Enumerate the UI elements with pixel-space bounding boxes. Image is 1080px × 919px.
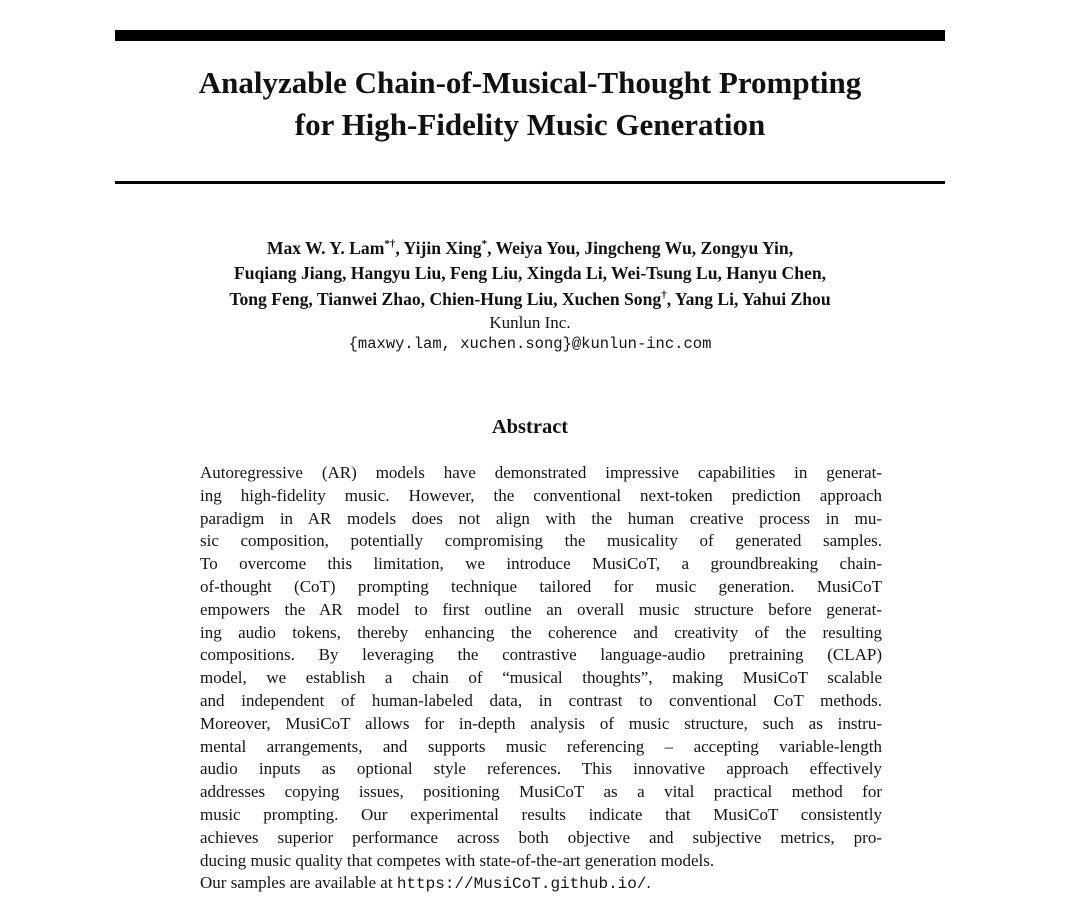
abstract-line: To overcome this limitation, we introduce MusiCoT, a groundbreaking chain-: [200, 554, 882, 574]
paper-title: [115, 62, 945, 146]
abstract-line: ing high-fidelity music. However, the conventional next-token prediction approach: [200, 485, 882, 505]
abstract-line: Our samples are available at https://MusiCoT.github.io/.: [200, 873, 651, 894]
abstract-line: of-thought (CoT) prompting technique tailored for music generation. MusiCoT: [200, 576, 882, 596]
abstract-line: achieves superior performance across both objective and subjective metrics, pro-: [200, 827, 882, 847]
abstract-heading: Abstract: [491, 416, 569, 438]
footnote-marker: *: [481, 238, 488, 251]
author-line: Max W. Y. Lam*†, Yijin Xing*, Weiya You, Jingcheng Wu, Zongyu Yin,: [266, 238, 794, 258]
abstract-line: Moreover, MusiCoT allows for in-depth analysis of music structure, such as instru-: [200, 713, 882, 733]
top-rule: [115, 30, 945, 41]
abstract-line: empowers the AR model to first outline an overall music structure before generat-: [200, 599, 882, 619]
abstract-line: compositions. By leveraging the contrastive language-audio pretraining (CLAP): [200, 645, 882, 665]
abstract-line: ducing music quality that competes with state-of-the-art generation models.: [200, 850, 715, 870]
abstract-line: paradigm in AR models does not align with the human creative process in mu-: [200, 508, 882, 528]
author-emails: {maxwy.lam, xuchen.song}@kunlun-inc.com: [348, 335, 712, 353]
abstract-body: [200, 462, 882, 896]
abstract-line: sic composition, potentially compromising the musicality of generated samples.: [200, 531, 882, 551]
abstract-line: ing audio tokens, thereby enhancing the coherence and creativity of the resulting: [200, 622, 882, 642]
title-separator-rule: [115, 181, 945, 184]
samples-url-link[interactable]: https://MusiCoT.github.io/: [396, 875, 647, 894]
abstract-line: music prompting. Our experimental results indicate that MusiCoT consistently: [200, 804, 882, 824]
abstract-line: model, we establish a chain of “musical thoughts”, making MusiCoT scalable: [200, 668, 882, 688]
affiliation: Kunlun Inc.: [489, 313, 571, 332]
abstract-line: addresses copying issues, positioning MusiCoT as a vital practical method for: [200, 782, 882, 802]
abstract-line: mental arrangements, and supports music referencing – accepting variable-length: [200, 736, 882, 756]
abstract-line: Autoregressive (AR) models have demonstrated impressive capabilities in generat-: [200, 463, 882, 482]
author-line: Fuqiang Jiang, Hangyu Liu, Feng Liu, Xingda Li, Wei-Tsung Lu, Hanyu Chen,: [233, 263, 827, 284]
footnote-marker: †: [661, 288, 667, 301]
author-block: [115, 236, 945, 312]
footnote-marker: *†: [384, 238, 396, 251]
paper-title-line-2: for High-Fidelity Music Generation: [294, 107, 766, 142]
abstract-line: and independent of human-labeled data, in contrast to conventional CoT methods.: [200, 690, 882, 710]
paper-title-line-1: Analyzable Chain-of-Musical-Thought Prompting: [198, 65, 862, 100]
abstract-line: audio inputs as optional style references. This innovative approach effectively: [200, 759, 882, 779]
author-line: Tong Feng, Tianwei Zhao, Chien-Hung Liu, Xuchen Song†, Yang Li, Yahui Zhou: [229, 288, 831, 309]
